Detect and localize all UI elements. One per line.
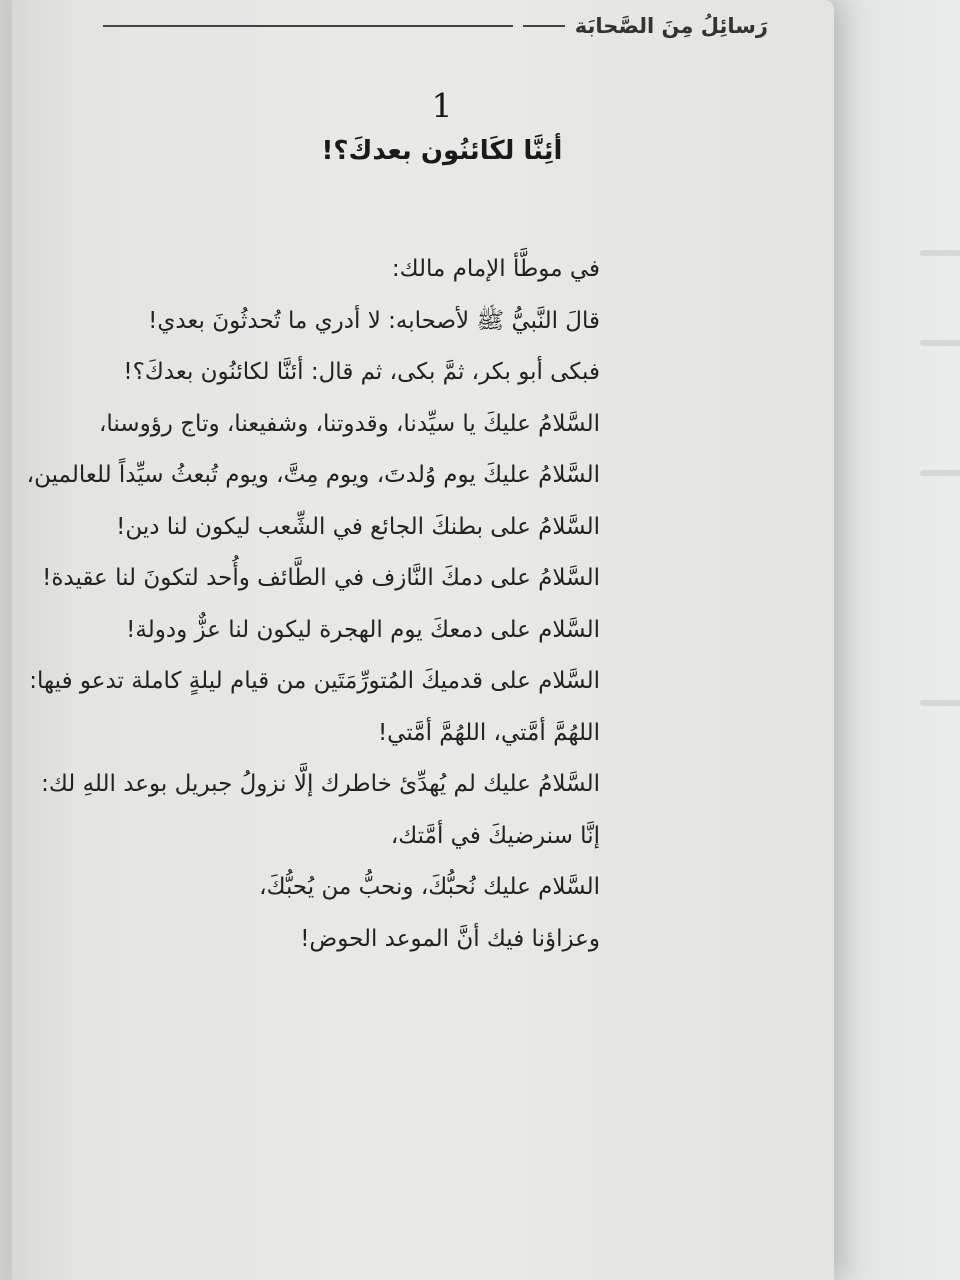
body-line: السَّلام على دمعكَ يوم الهجرة ليكون لنا عزٌّ ودولة! <box>126 616 600 643</box>
body-line: السَّلام عليك نُحبُّكَ، ونحبُّ من يُحبُّكَ، <box>259 874 600 900</box>
body-line: وعزاؤنا فيك أنَّ الموعد الحوض! <box>300 925 600 952</box>
body-line: فبكى أبو بكر، ثمَّ بكى، ثم قال: أئنَّا لكائنُون بعدكَ؟! <box>123 359 600 385</box>
body-line: السَّلامُ عليكَ يا سيِّدنا، وقدوتنا، وشفيعنا، وتاج رؤوسنا، <box>98 410 600 437</box>
chapter-title: أئِنَّا لكَائنُون بعدكَ؟! <box>321 136 563 166</box>
body-line: السَّلامُ على بطنكَ الجائع في الشِّعب ليكون لنا دين! <box>116 513 600 540</box>
bleed-through-mark <box>920 700 960 706</box>
header-rule-long <box>103 25 513 27</box>
body-line: السَّلامُ عليكَ يوم وُلدتَ، ويوم مِتَّ، ويوم تُبعثُ سيِّداً للعالمين، <box>26 462 600 488</box>
header-rule-short <box>523 25 565 27</box>
body-text <box>0 244 600 965</box>
running-title: رَسائِلُ مِنَ الصَّحابَة <box>574 14 768 38</box>
body-line: اللهُمَّ أمَّتي، اللهُمَّ أمَّتي! <box>377 719 600 746</box>
body-line: السَّلام على قدميكَ المُتورِّمَتَين من قيام ليلةٍ كاملة تدعو فيها: <box>29 668 600 694</box>
body-line: السَّلامُ عليك لم يُهدِّئ خاطرك إلَّا نزولُ جبريل بوعد اللهِ لك: <box>41 771 600 797</box>
book-page <box>12 0 834 1280</box>
running-header <box>103 14 768 38</box>
bleed-through-mark <box>920 250 960 256</box>
body-line: السَّلامُ على دمكَ النَّازف في الطَّائف وأُحد لتكونَ لنا عقيدة! <box>42 565 600 591</box>
body-line: في موطَّأ الإمام مالك: <box>391 256 600 282</box>
body-line: إنَّا سنرضيكَ في أمَّتك، <box>390 822 600 849</box>
chapter-number: 1 <box>431 86 453 125</box>
bleed-through-mark <box>920 470 960 476</box>
body-line: قالَ النَّبيُّ ﷺ لأصحابه: لا أدري ما تُحدثُونَ بعدي! <box>148 307 600 334</box>
bleed-through-mark <box>920 340 960 346</box>
